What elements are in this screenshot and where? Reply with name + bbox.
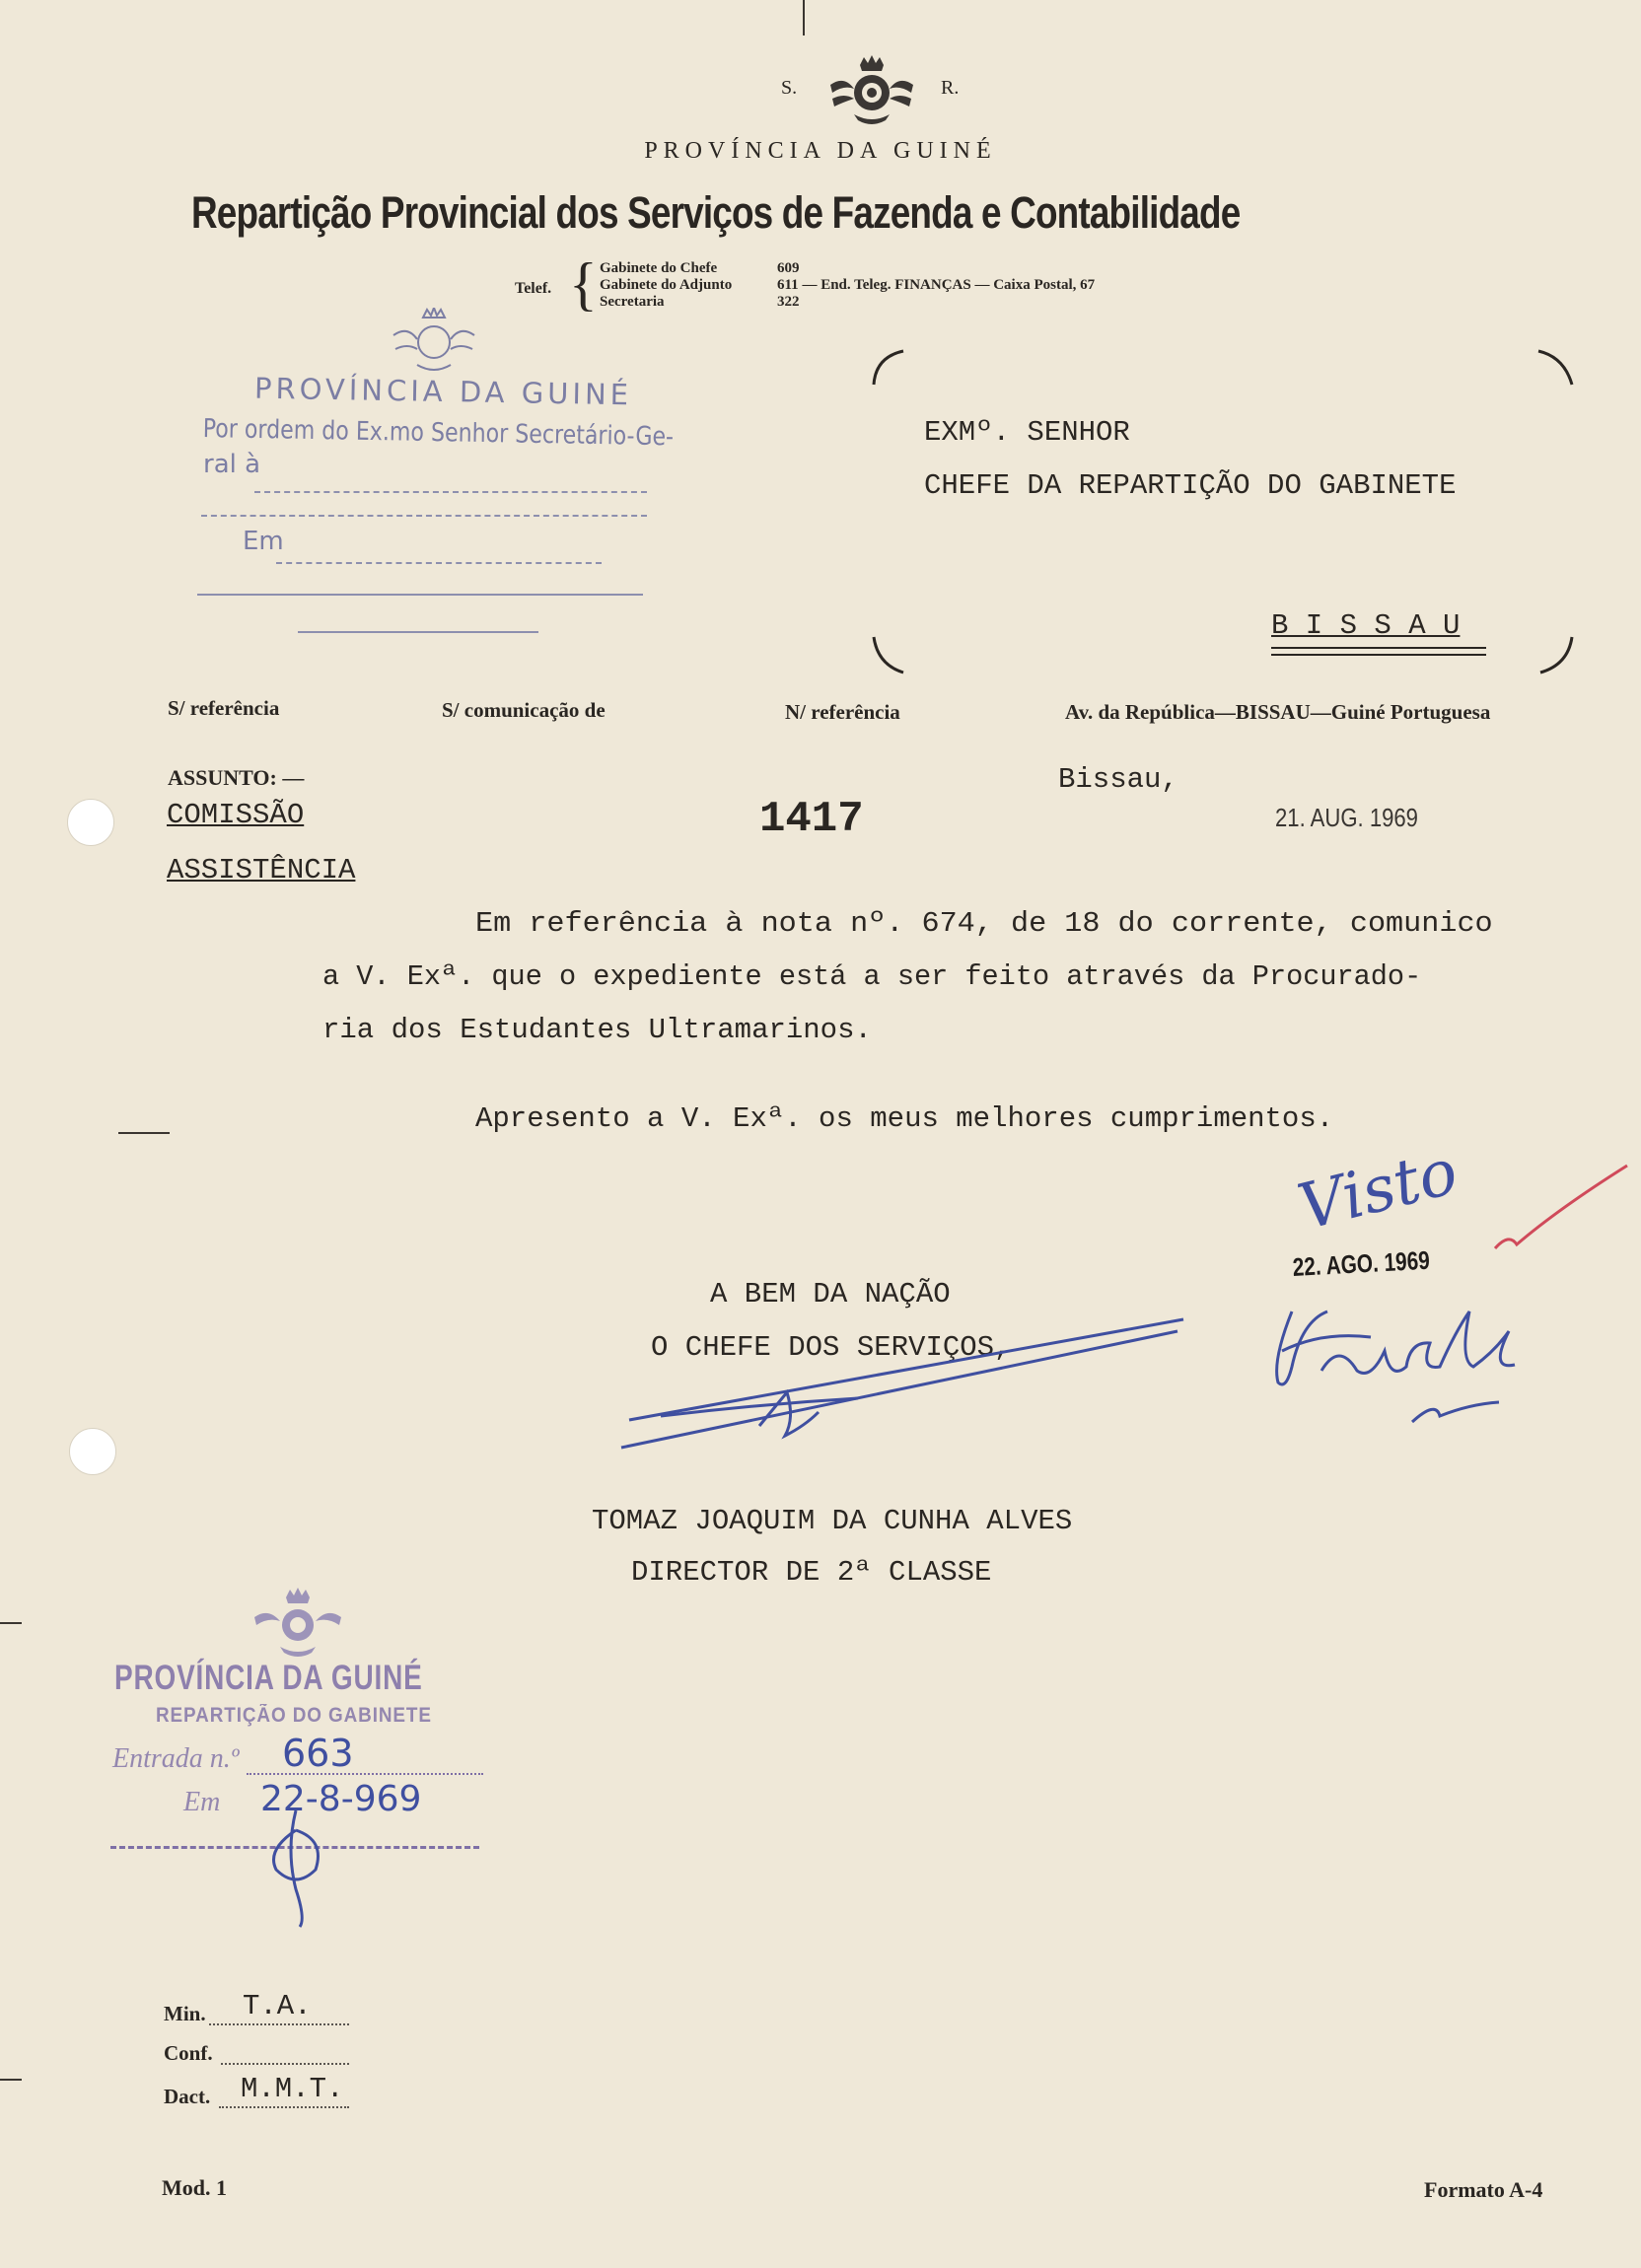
phone-label: Gabinete do Adjunto: [600, 277, 733, 293]
routing-stamp-line2: ral à: [203, 450, 261, 479]
phone-row: [600, 294, 1095, 311]
routing-stamp-line3: Em: [243, 527, 284, 556]
sr-left: S.: [781, 77, 798, 99]
entry-date-value: 22-8-969: [260, 1779, 422, 1819]
addressee-city: B I S S A U: [1271, 609, 1461, 642]
received-date-stamp: 21. AUG. 1969: [1275, 803, 1418, 832]
ref-s-comunicacao: S/ comunicação de: [442, 698, 606, 722]
phone-row: [600, 260, 1095, 277]
routing-stamp-rule: [201, 515, 647, 517]
body-p2: Apresento a V. Exª. os meus melhores cumprimentos.: [475, 1102, 1334, 1135]
routing-stamp-rule: [254, 491, 647, 493]
conf-field: [221, 2039, 349, 2065]
min-label: Min.: [164, 2002, 206, 2025]
office-heading: Repartição Provincial dos Serviços de Fazenda e Contabilidade: [190, 187, 1241, 238]
routing-stamp-rule: [197, 594, 643, 596]
entry-number-label: Entrada n.º: [112, 1743, 240, 1774]
closing-motto: A BEM DA NAÇÃO: [710, 1278, 951, 1311]
sr-right: R.: [941, 77, 960, 99]
city-double-rule: [1271, 647, 1486, 656]
closing-role: O CHEFE DOS SERVIÇOS,: [651, 1331, 1012, 1364]
min-value: T.A.: [243, 1990, 312, 2022]
dact-value: M.M.T.: [241, 2073, 344, 2105]
form-model: Mod. 1: [162, 2175, 227, 2200]
phone-number: 609: [777, 260, 800, 276]
addressee-line2: CHEFE DA REPARTIÇÃO DO GABINETE: [924, 469, 1457, 502]
place: Bissau,: [1058, 763, 1178, 796]
punch-hole-bottom: [69, 1428, 116, 1475]
province-heading: PROVÍNCIA DA GUINÉ: [644, 138, 997, 164]
window-corner-marks: [868, 345, 1578, 680]
subject-line1: COMISSÃO: [167, 799, 305, 831]
subject-label: ASSUNTO: —: [168, 765, 305, 790]
visto-handwritten: Visto: [1291, 1135, 1465, 1245]
red-check-mark-icon: [1489, 1160, 1637, 1258]
entry-number-value: 663: [282, 1732, 354, 1775]
body-p1-line2: a V. Exª. que o expediente está a ser feito através da Procurado-: [322, 960, 1422, 993]
phone-label: Secretaria: [600, 294, 665, 310]
addressee-line1: EXMº. SENHOR: [924, 416, 1130, 449]
phone-list: [600, 260, 1095, 311]
ref-s-referencia: S/ referência: [168, 696, 280, 720]
entry-stamp-province: PROVÍNCIA DA GUINÉ: [114, 1659, 423, 1697]
stamp-seal-icon: [390, 308, 478, 377]
margin-tick: [0, 2079, 22, 2081]
telegraph-info: — End. Teleg. FINANÇAS — Caixa Postal, 67: [802, 277, 1096, 293]
signatory-rank: DIRECTOR DE 2ª CLASSE: [631, 1556, 992, 1589]
entry-stamp-seal-icon: [250, 1586, 345, 1661]
paper-format: Formato A-4: [1424, 2177, 1543, 2202]
dact-label: Dact.: [164, 2085, 211, 2108]
signature-handwritten-icon: [1262, 1272, 1538, 1430]
entry-initials-icon: [256, 1801, 345, 1929]
phone-row: [600, 277, 1095, 294]
chief-signature-icon: [611, 1310, 1193, 1457]
margin-tick: [0, 1622, 22, 1624]
entry-date-label: Em: [183, 1787, 221, 1817]
ref-address: Av. da República—BISSAU—Guiné Portuguesa: [1065, 700, 1491, 724]
brace: {: [569, 251, 598, 317]
phone-number: 322: [777, 294, 800, 310]
signatory-name: TOMAZ JOAQUIM DA CUNHA ALVES: [592, 1505, 1073, 1537]
conf-label: Conf.: [164, 2041, 213, 2065]
routing-stamp-rule: [276, 562, 602, 564]
body-p1-line1: Em referência à nota nº. 674, de 18 do corrente, comunico: [475, 907, 1493, 940]
phone-label: Gabinete do Chefe: [600, 260, 718, 276]
fold-line: [803, 0, 805, 35]
subject-line2: ASSISTÊNCIA: [167, 854, 356, 886]
coat-of-arms-icon: [824, 55, 919, 130]
routing-stamp-line1: Por ordem do Ex.mo Senhor Secretário-Ge-: [202, 414, 675, 453]
routing-stamp-province: PROVÍNCIA DA GUINÉ: [253, 371, 633, 412]
phone-number: 611: [777, 277, 799, 293]
telef-label: Telef.: [515, 280, 552, 297]
entry-stamp-dept: REPARTIÇÃO DO GABINETE: [156, 1704, 432, 1727]
body-p1-line3: ria dos Estudantes Ultramarinos.: [322, 1014, 872, 1046]
entry-stamp-rule: [247, 1773, 483, 1775]
ref-n-referencia: N/ referência: [785, 700, 900, 724]
reference-number: 1417: [759, 795, 864, 844]
visto-date-stamp: 22. AGO. 1969: [1292, 1244, 1431, 1282]
punch-hole-top: [67, 799, 114, 846]
routing-stamp-rule: [298, 631, 538, 633]
margin-mark: [118, 1132, 170, 1134]
